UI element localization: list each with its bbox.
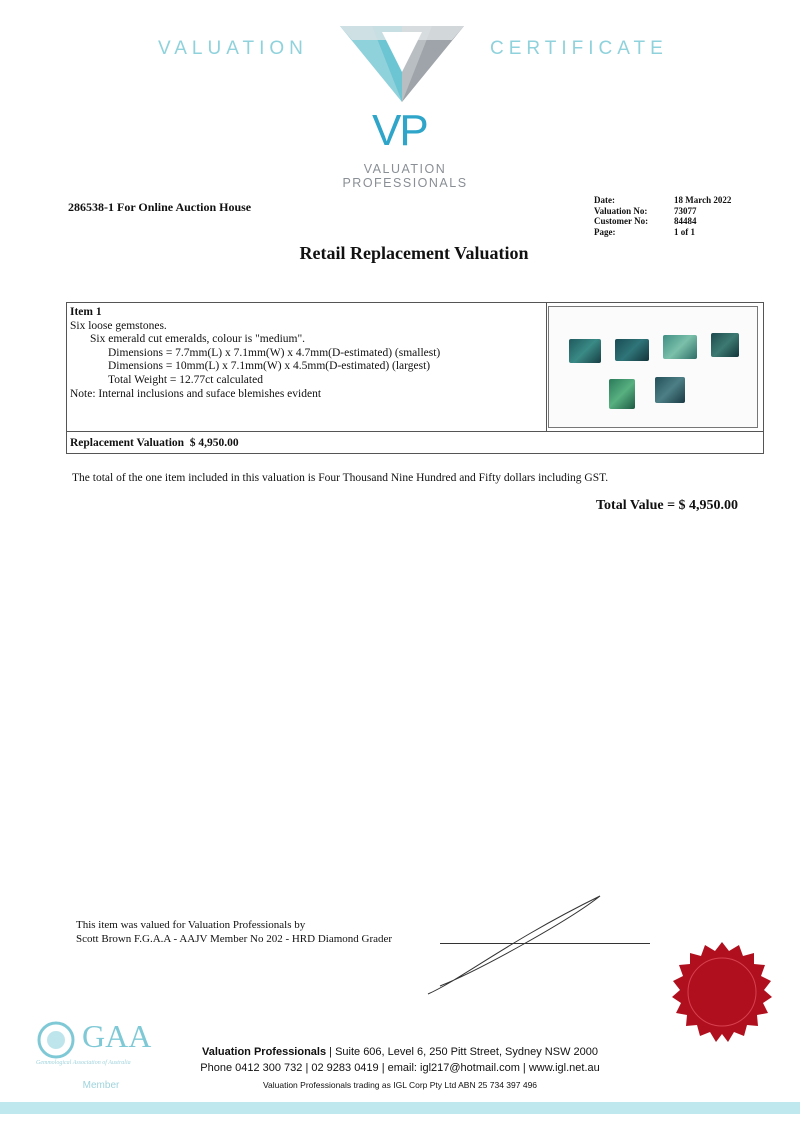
emerald-gem (711, 333, 739, 357)
total-value: Total Value = $ 4,950.00 (596, 498, 739, 513)
company-seal-icon (668, 940, 776, 1048)
page-title: Retail Replacement Valuation (299, 243, 529, 263)
item-line: Note: Internal inclusions and suface blemishes evident (70, 387, 322, 400)
logo-line2: PROFESSIONALS (342, 176, 468, 190)
footer-trading: Valuation Professionals trading as IGL Corp Pty Ltd ABN 25 734 397 496 (262, 1080, 538, 1090)
emerald-gem (663, 335, 697, 359)
meta-value: 18 March 2022 (674, 195, 732, 205)
item-lines (70, 306, 440, 401)
gaa-member: Member (82, 1080, 120, 1091)
meta-row (594, 195, 731, 206)
meta-row (594, 216, 731, 227)
replacement-label: Replacement Valuation (70, 437, 185, 449)
logo-initials: VP (372, 106, 427, 155)
item-separator (67, 431, 763, 432)
footer-company: Valuation Professionals (202, 1046, 327, 1058)
meta-label: Valuation No: (594, 205, 648, 216)
item-line: Dimensions = 10mm(L) x 7.1mm(W) x 4.5mm(D-estimated) (largest) (108, 360, 431, 373)
meta-row (594, 206, 731, 217)
emerald-gem (615, 339, 649, 361)
meta-label: Page: (594, 226, 616, 237)
meta-row (594, 227, 731, 238)
emerald-gem (609, 379, 635, 409)
meta-value: 73077 (674, 205, 697, 216)
footer-address (150, 1046, 650, 1058)
emerald-gem (655, 377, 685, 403)
header-left-word: VALUATION (158, 38, 308, 59)
reference: 286538-1 For Online Auction House (68, 200, 252, 214)
diamond-logo-icon (332, 22, 472, 106)
emerald-gem (569, 339, 601, 363)
total-sentence: The total of the one item included in this valuation is Four Thousand Nine Hundred and Fifty dollars including GST. (72, 472, 609, 484)
gaa-emblem-icon (36, 1020, 76, 1060)
valuer-name: Scott Brown F.G.A.A - AAJV Member No 202 - HRD Diamond Grader (76, 933, 393, 945)
logo-line1: VALUATION (363, 162, 447, 176)
meta-label: Date: (594, 195, 615, 205)
footer-address-text: | Suite 606, Level 6, 250 Pitt Street, Sydney NSW 2000 (326, 1046, 598, 1058)
replacement-valuation (70, 437, 239, 449)
gaa-logo (36, 1018, 166, 1098)
valuer-line: This item was valued for Valuation Professionals by (76, 919, 306, 931)
valuer-statement (76, 918, 392, 946)
meta-label: Customer No: (594, 216, 649, 226)
gaa-name: GAA (82, 1018, 152, 1054)
footer-band (0, 1102, 800, 1114)
gemstones-photo (548, 306, 758, 428)
item-line: Dimensions = 7.7mm(L) x 7.1mm(W) x 4.7mm(D-estimated) (smallest) (108, 346, 441, 359)
item-line: Six emerald cut emeralds, colour is "medium". (90, 333, 306, 346)
item-line: Six loose gemstones. (70, 319, 167, 332)
gaa-subtitle: Gemmological Association of Australia (36, 1060, 131, 1066)
replacement-value: $ 4,950.00 (189, 437, 239, 449)
header-right-word: CERTIFICATE (490, 38, 668, 59)
meta-value: 84484 (674, 216, 697, 226)
signature-graphic (420, 890, 620, 1000)
footer-contact: Phone 0412 300 732 | 02 9283 0419 | email: igl217@hotmail.com | www.igl.net.au (200, 1062, 600, 1074)
meta-block (594, 195, 731, 237)
item-line: Total Weight = 12.77ct calculated (108, 373, 263, 386)
item-heading: Item 1 (70, 306, 102, 318)
meta-value: 1 of 1 (674, 226, 695, 237)
